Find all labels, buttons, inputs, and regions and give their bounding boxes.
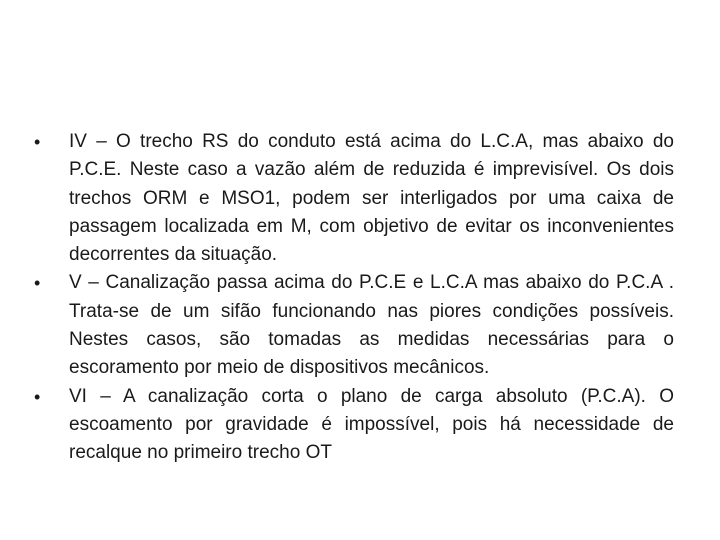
bullet-item-v	[34, 269, 674, 382]
bullet-item-iv	[34, 128, 674, 269]
bullet-list	[34, 128, 674, 468]
bullet-icon: •	[34, 273, 41, 294]
bullet-icon: •	[34, 132, 41, 152]
bullet-text: IV – O trecho RS do conduto está acima do L.C.A, mas abaixo do P.C.E. Neste caso a vazão além de reduzida é imprevisível. Os dois trechos ORM e MSO1, podem ser interligados por uma caixa de passagem localizada em M, com objetivo de evitar os inconvenientes decorrentes da situação.	[69, 131, 674, 266]
bullet-text: V – Canalização passa acima do P.C.E e L.C.A mas abaixo do P.C.A . Trata-se de um sifão funcionando nas piores condições possíveis. Nestes casos, são tomadas as medidas necessárias para o escoramento por meio de dispositivos mecânicos.	[69, 272, 674, 379]
bullet-item-vi	[34, 383, 674, 468]
bullet-icon: •	[34, 386, 41, 407]
bullet-text: VI – A canalização corta o plano de carga absoluto (P.C.A). O escoamento por gravidade é impossível, pois há necessidade de recalque no primeiro trecho OT	[69, 385, 674, 464]
